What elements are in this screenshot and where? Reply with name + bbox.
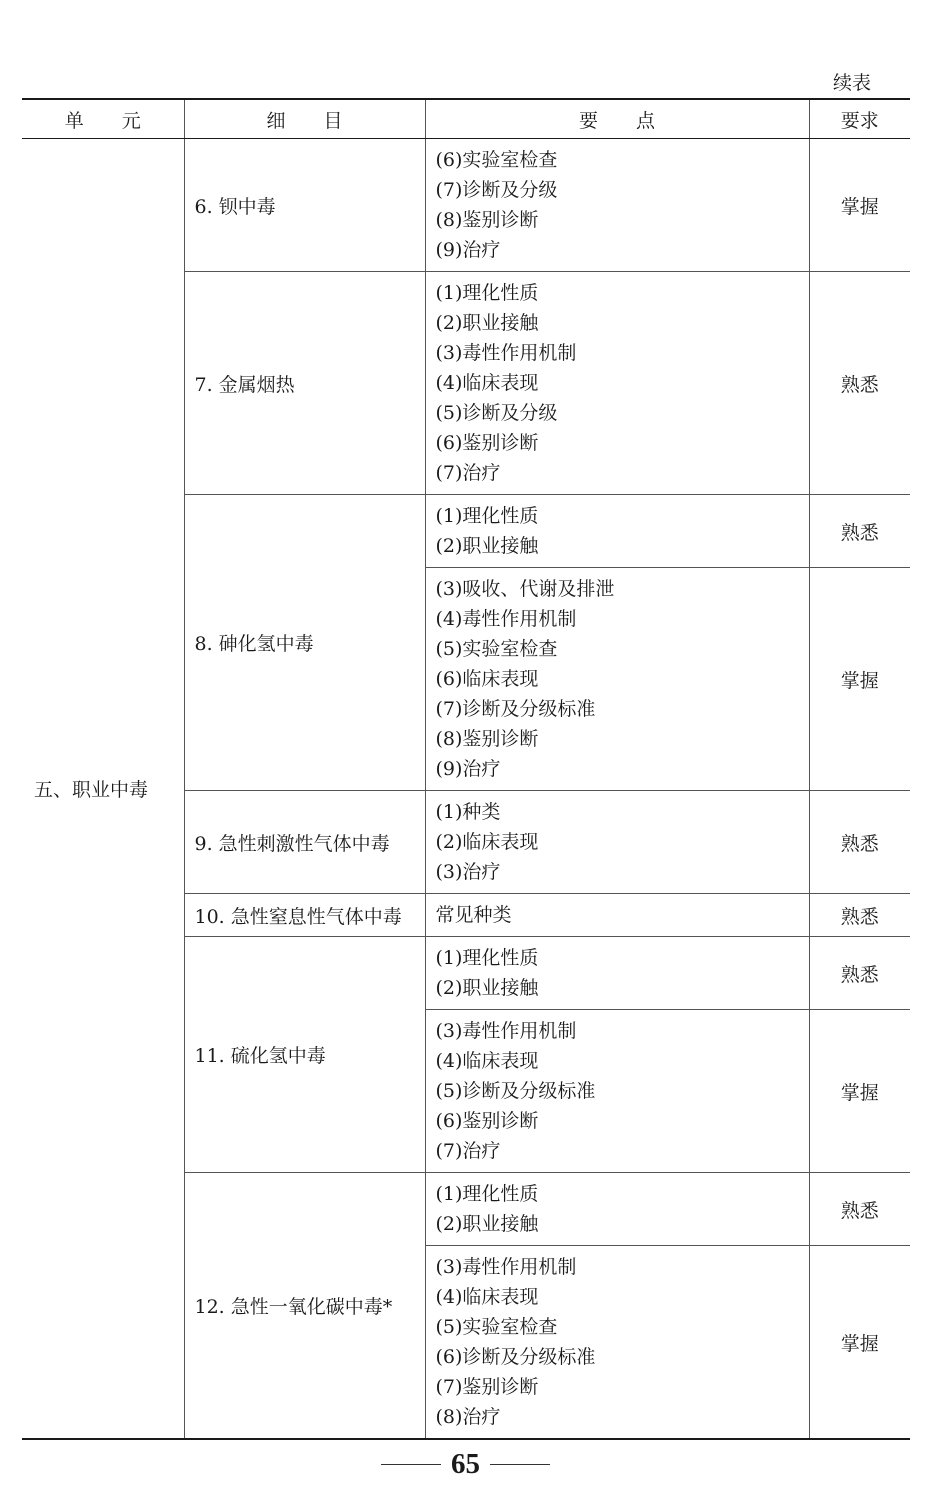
point-item: (5)诊断及分级标准 [435,1080,596,1102]
item-cell: 8. 砷化氢中毒 [184,495,425,791]
point-item: 常见种类 [435,904,512,926]
point-item: (1)理化性质 [435,282,539,304]
point-item: (9)治疗 [435,758,501,780]
item-cell: 12. 急性一氧化碳中毒* [184,1173,425,1440]
point-item: (2)职业接触 [435,1213,539,1235]
point-item: (6)鉴别诊断 [435,432,539,454]
point-item: (7)治疗 [435,1140,501,1162]
point-item: (8)鉴别诊断 [435,728,539,750]
point-item: (2)职业接触 [435,312,539,334]
page-footer [0,1448,931,1481]
point-item: (8)治疗 [435,1406,501,1428]
point-item: (1)理化性质 [435,505,539,527]
point-item: (4)临床表现 [435,1050,539,1072]
point-item: (3)毒性作用机制 [435,342,577,364]
point-item: (2)临床表现 [435,831,539,853]
requirement-cell: 掌握 [809,1010,910,1173]
point-item: (6)实验室检查 [435,149,558,171]
point-item: (1)种类 [435,801,501,823]
requirement-cell: 熟悉 [809,495,910,568]
item-cell: 6. 钡中毒 [184,139,425,272]
header-points: 要 点 [425,99,809,139]
table-header-row [22,99,910,139]
points-cell [425,495,809,568]
requirement-cell: 熟悉 [809,937,910,1010]
item-cell: 7. 金属烟热 [184,272,425,495]
point-item: (2)职业接触 [435,535,539,557]
table-row [22,139,910,272]
point-item: (4)毒性作用机制 [435,608,577,630]
point-item: (5)实验室检查 [435,1316,558,1338]
table-body [22,139,910,1440]
header-requirement: 要求 [809,99,910,139]
point-item: (4)临床表现 [435,372,539,394]
item-cell: 9. 急性刺激性气体中毒 [184,791,425,894]
point-item: (9)治疗 [435,239,501,261]
points-cell [425,272,809,495]
point-item: (5)实验室检查 [435,638,558,660]
requirement-cell: 掌握 [809,139,910,272]
continued-label: 续表 [833,72,872,94]
header-unit: 单 元 [22,99,184,139]
point-item: (3)毒性作用机制 [435,1020,577,1042]
point-item: (1)理化性质 [435,947,539,969]
requirement-cell: 熟悉 [809,894,910,937]
item-cell: 11. 硫化氢中毒 [184,937,425,1173]
footer-rule-left [381,1464,441,1465]
point-item: (7)治疗 [435,462,501,484]
point-item: (3)毒性作用机制 [435,1256,577,1278]
points-cell [425,568,809,791]
requirement-cell: 掌握 [809,1246,910,1440]
header-item: 细 目 [184,99,425,139]
requirement-cell: 熟悉 [809,1173,910,1246]
unit-cell: 五、职业中毒 [22,139,184,1440]
points-cell [425,937,809,1010]
point-item: (3)治疗 [435,861,501,883]
point-item: (2)职业接触 [435,977,539,999]
page-number: 65 [451,1448,480,1480]
points-cell [425,139,809,272]
point-item: (1)理化性质 [435,1183,539,1205]
point-item: (7)诊断及分级 [435,179,558,201]
point-item: (5)诊断及分级 [435,402,558,424]
point-item: (6)鉴别诊断 [435,1110,539,1132]
point-item: (7)鉴别诊断 [435,1376,539,1398]
footer-rule-right [490,1464,550,1465]
points-cell [425,791,809,894]
point-item: (3)吸收、代谢及排泄 [435,578,615,600]
point-item: (6)诊断及分级标准 [435,1346,596,1368]
points-cell [425,1173,809,1246]
requirement-cell: 掌握 [809,568,910,791]
points-cell [425,894,809,937]
point-item: (7)诊断及分级标准 [435,698,596,720]
points-cell [425,1246,809,1440]
item-cell: 10. 急性窒息性气体中毒 [184,894,425,937]
point-item: (4)临床表现 [435,1286,539,1308]
point-item: (8)鉴别诊断 [435,209,539,231]
requirement-cell: 熟悉 [809,272,910,495]
syllabus-table [22,98,910,1440]
point-item: (6)临床表现 [435,668,539,690]
points-cell [425,1010,809,1173]
requirement-cell: 熟悉 [809,791,910,894]
